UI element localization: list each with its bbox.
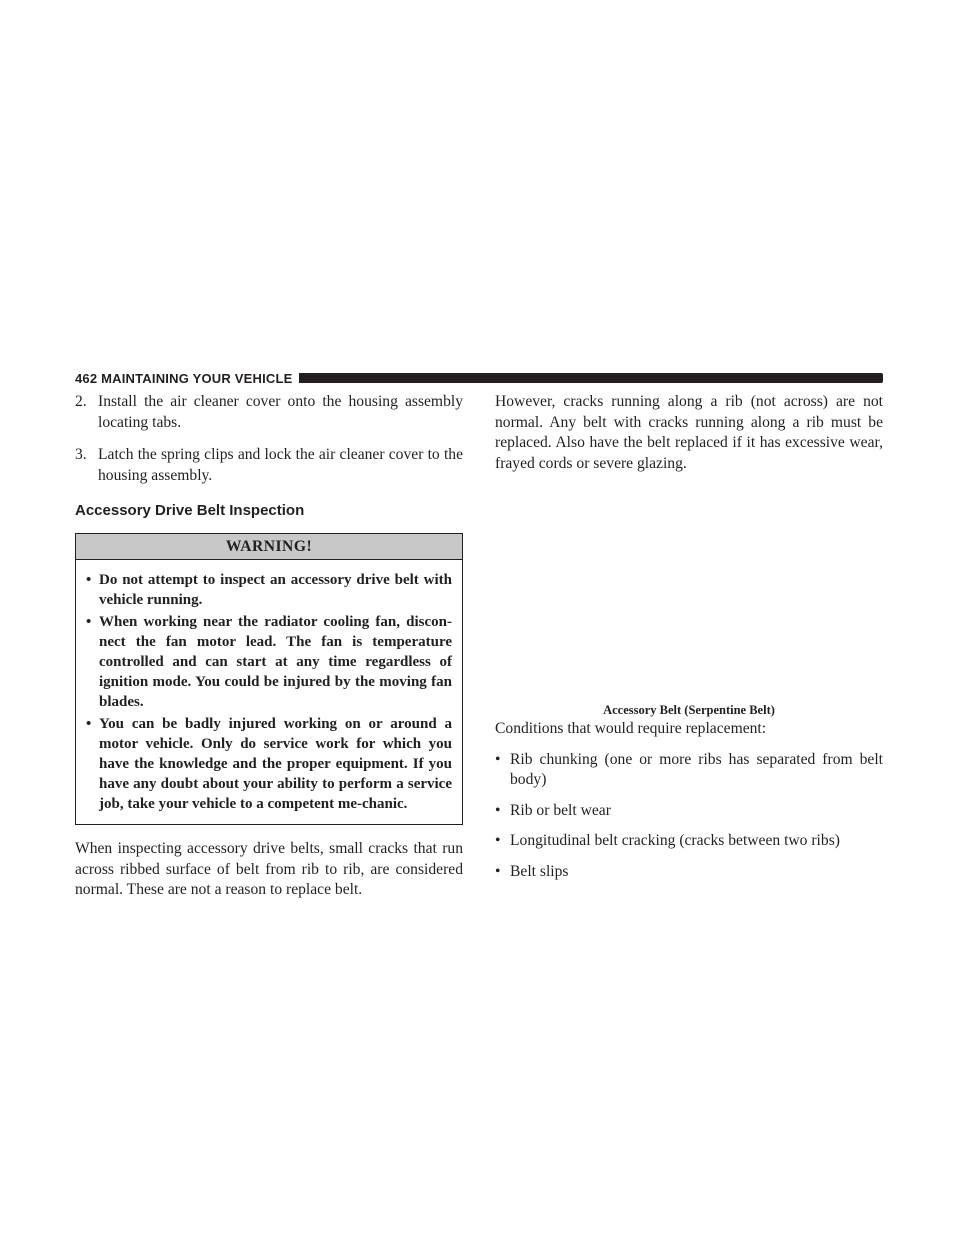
condition-item [495,750,883,791]
section-name: MAINTAINING YOUR VEHICLE [101,370,293,386]
warning-item [86,714,452,814]
warning-item [86,570,452,610]
condition-text: Belt slips [510,862,569,880]
section-title: Accessory Drive Belt Inspection [75,502,305,519]
step-text: Install the air cleaner cover onto the housing assembly locating tabs. [98,393,463,431]
warning-item [86,612,452,712]
condition-item [495,801,883,822]
bullet-icon: • [86,614,92,630]
bullet-icon: • [495,832,501,849]
step-item [75,445,463,486]
warning-title: WARNING! [76,534,462,560]
condition-item [495,831,883,852]
step-item [75,392,463,433]
warning-body [76,560,462,824]
warning-item-text: Do not attempt to inspect an accessory drive belt with vehicle running. [99,572,452,608]
warning-item-text: You can be badly injured working on or around a motor vehicle. Only do service work for which you have the knowledge and the proper equipment. If you have any doubt about your ability to perform a service job, take your vehicle to a competent me-chanic. [99,716,452,812]
header-rule [299,373,884,383]
condition-text: Rib or belt wear [510,801,611,819]
warning-box [75,533,463,825]
condition-text: Longitudinal belt cracking (cracks between two ribs) [510,832,840,849]
condition-item [495,862,883,883]
conditions-section [495,719,883,882]
step-number: 2. [75,393,87,410]
bullet-icon: • [495,750,501,768]
bullet-icon: • [495,801,501,819]
right-column [495,392,883,474]
left-column [75,392,463,901]
bullet-icon: • [86,572,92,588]
belt-figure-area [495,520,883,690]
bullet-icon: • [495,862,501,880]
bullet-icon: • [86,716,92,732]
page-header [75,370,883,386]
step-number: 3. [75,446,87,463]
warning-item-text: When working near the radiator cooling fan, discon-nect the fan motor lead. The fan is temperature controlled and can start at any time regardless of ignition mode. You could be injured by the moving fan blades. [99,614,452,710]
inspection-paragraph: When inspecting accessory drive belts, small cracks that run across ribbed surface of belt from rib to rib, are considered normal. These are not a reason to replace belt. [75,840,463,898]
figure-caption: Accessory Belt (Serpentine Belt) [603,703,775,717]
conditions-intro: Conditions that would require replacement: [495,720,767,737]
condition-text: Rib chunking (one or more ribs has separated from belt body) [510,750,883,788]
step-text: Latch the spring clips and lock the air cleaner cover to the housing assembly. [98,446,463,484]
page-number: 462 [75,370,98,386]
page-header-text [75,371,293,386]
cracks-paragraph: However, cracks running along a rib (not across) are not normal. Any belt with cracks running along a rib must be replaced. Also have the belt replaced if it has excessive wear, frayed cords or severe glazing. [495,393,883,472]
